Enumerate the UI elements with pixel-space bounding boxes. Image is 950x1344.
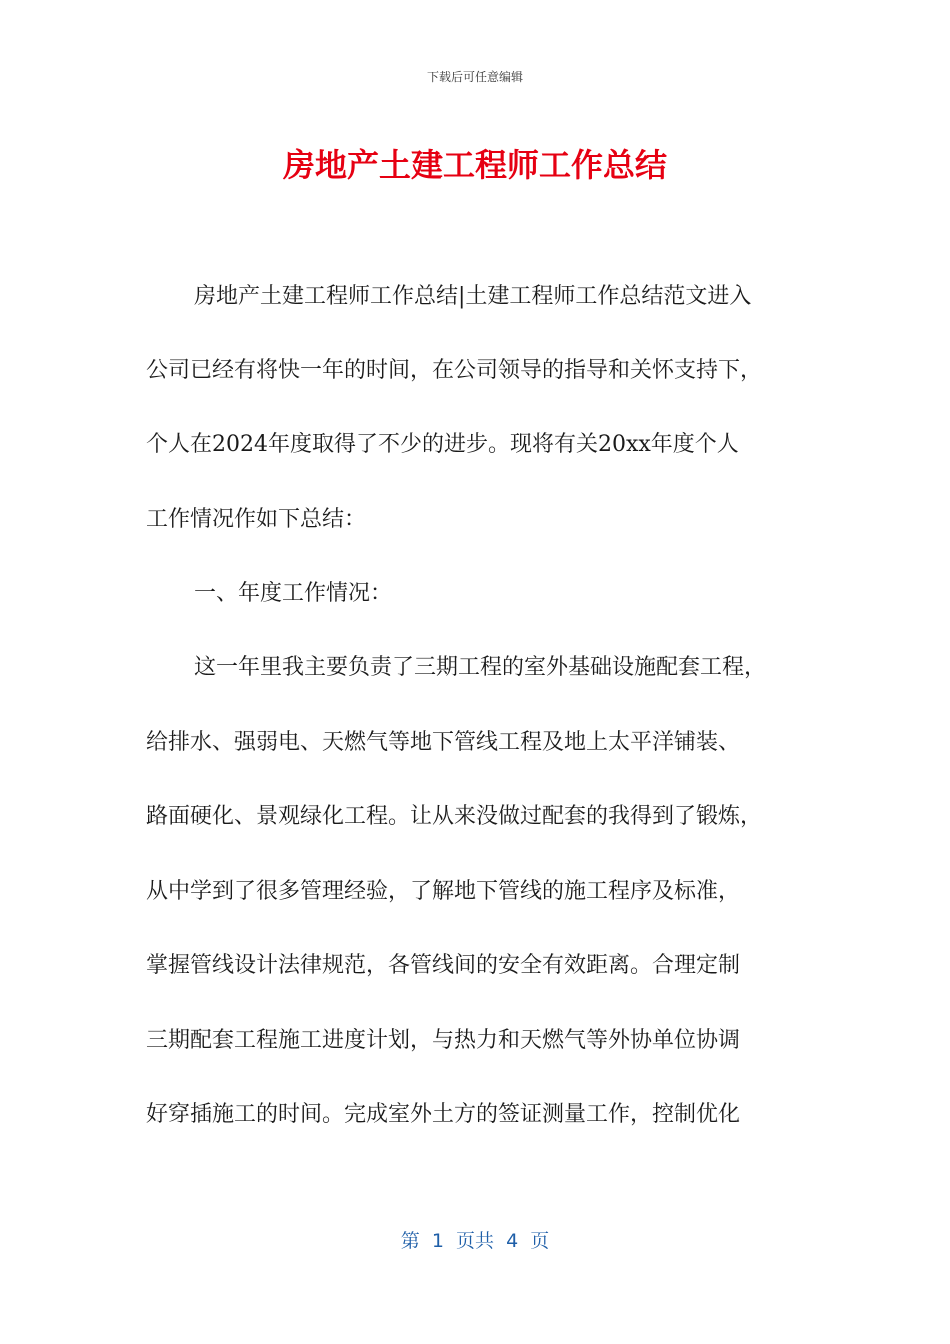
document-title: 房地产土建工程师工作总结: [282, 146, 667, 184]
body-line: 好穿插施工的时间。完成室外土方的签证测量工作，控制优化: [146, 1102, 741, 1127]
body-line: 个人在2024年度取得了不少的进步。现将有关20xx年度个人: [146, 432, 739, 457]
body-line: 房地产土建工程师工作总结|土建工程师工作总结范文进入: [194, 284, 752, 309]
body-line: 三期配套工程施工进度计划，与热力和天燃气等外协单位协调: [146, 1028, 741, 1053]
section-heading: 一、年度工作情况：: [194, 581, 393, 606]
body-line: 给排水、强弱电、天燃气等地下管线工程及地上太平洋铺装、: [146, 730, 741, 755]
body-line: 路面硬化、景观绿化工程。让从来没做过配套的我得到了锻炼，: [146, 804, 763, 829]
body-line: 掌握管线设计法律规范，各管线间的安全有效距离。合理定制: [146, 953, 741, 978]
body-line: 公司已经有将快一年的时间，在公司领导的指导和关怀支持下，: [146, 358, 763, 383]
page-number-footer: 第 1 页共 4 页: [400, 1230, 550, 1252]
body-line: 这一年里我主要负责了三期工程的室外基础设施配套工程，: [194, 655, 767, 680]
header-note: 下载后可任意编辑: [426, 70, 523, 84]
body-line: 从中学到了很多管理经验，了解地下管线的施工程序及标准，: [146, 879, 741, 904]
body-line: 工作情况作如下总结：: [146, 507, 367, 532]
